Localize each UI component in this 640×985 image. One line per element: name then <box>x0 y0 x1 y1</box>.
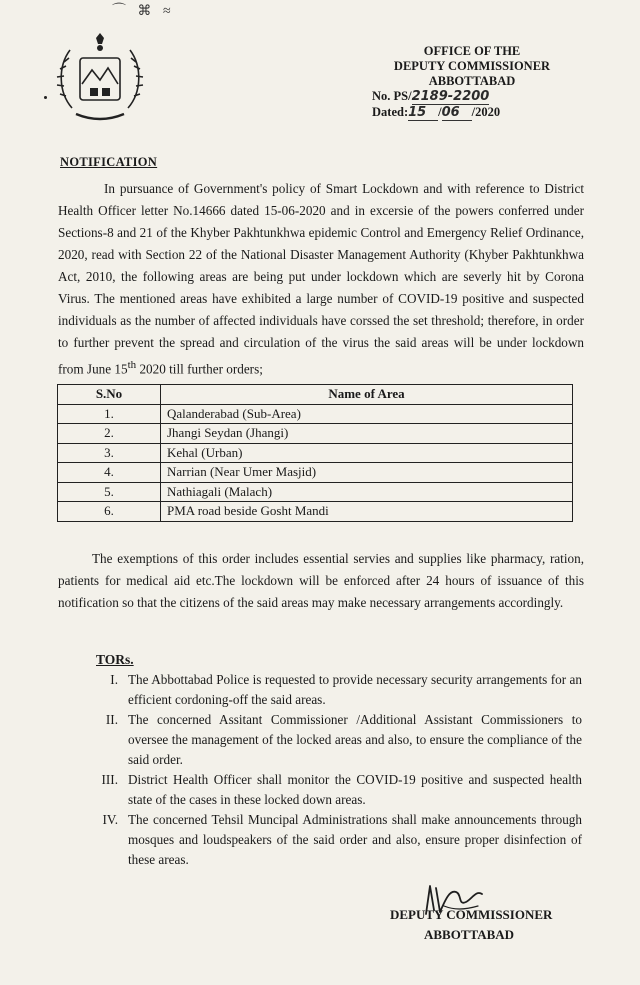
tor-number: IV. <box>102 812 118 827</box>
table-row <box>58 502 573 522</box>
row-sno: 3. <box>58 443 161 463</box>
office-line-3: ABBOTTABAD <box>428 74 516 88</box>
dated-prefix: Dated: <box>372 105 409 119</box>
tor-number: III. <box>101 772 118 787</box>
date-superscript: th <box>127 359 137 371</box>
row-sno: 6. <box>58 502 161 522</box>
tors-list <box>62 670 582 870</box>
ref-prefix: No. PS/ <box>372 89 412 103</box>
ref-number-handwritten: 2189-2200 <box>411 89 490 104</box>
dated-day: 15 <box>408 105 438 121</box>
dated-line <box>372 105 572 121</box>
row-area: Narrian (Near Umer Masjid) <box>161 463 573 483</box>
lockdown-areas-table <box>57 384 573 522</box>
dated-year: /2020 <box>471 105 501 119</box>
reference-number <box>372 89 572 105</box>
dated-month: 06 <box>442 105 472 121</box>
column-header-area: Name of Area <box>161 385 573 405</box>
list-item <box>62 810 582 870</box>
tors-heading: TORs. <box>96 652 134 667</box>
row-area: Nathiagali (Malach) <box>161 482 573 502</box>
table-header-row <box>58 385 573 405</box>
tor-text: The Abbottabad Police is requested to provide necessary security arrangements for an efficient cordoning-off the said areas. <box>128 672 582 707</box>
date-slash: / <box>438 105 442 119</box>
list-item <box>62 770 582 810</box>
exemptions-paragraph <box>58 548 584 614</box>
tor-text: District Health Officer shall monitor the COVID-19 positive and suspected health state of the cases in these locked down areas. <box>128 772 582 807</box>
list-item <box>62 670 582 710</box>
notification-paragraph <box>58 178 584 380</box>
paragraph2-text: The exemptions of this order includes essential servies and supplies like pharmacy, ration, patients for medical aid etc.The lockdown will be enforced after 24 hours of issuance of this notification so that the citizens of the said areas may make necessary arrangements accordingly. <box>58 551 584 610</box>
table-row <box>58 463 573 483</box>
table-row <box>58 404 573 424</box>
list-item <box>62 710 582 770</box>
row-area: PMA road beside Gosht Mandi <box>161 502 573 522</box>
row-area: Kehal (Urban) <box>161 443 573 463</box>
tor-number: I. <box>110 672 118 687</box>
office-header <box>372 44 572 121</box>
tor-number: II. <box>105 712 118 727</box>
paragraph1-end: 2020 till further orders; <box>136 361 263 377</box>
row-sno: 2. <box>58 424 161 444</box>
signatory-location: ABBOTTABAD <box>424 927 515 942</box>
scan-dot <box>44 96 47 99</box>
row-sno: 4. <box>58 463 161 483</box>
top-edge-marks: ⌒ ⌘ ≈ <box>112 4 175 19</box>
tor-text: The concerned Assitant Commissioner /Additional Assistant Commissioners to oversee the management of the locked areas and also, to ensure the compliance of the said order. <box>128 712 582 767</box>
table-row <box>58 424 573 444</box>
tor-text: The concerned Tehsil Muncipal Administrations shall make announcements through mosques and loudspeakers of the said order and also, ensure proper disinfection of these areas. <box>128 812 582 867</box>
signature-block <box>390 905 590 945</box>
row-sno: 1. <box>58 404 161 424</box>
row-area: Jhangi Seydan (Jhangi) <box>161 424 573 444</box>
paragraph1-text: In pursuance of Government's policy of Smart Lockdown and with reference to District Health Officer letter No.14666 dated 15-06-2020 and in excersie of the powers conferred under Sections-8 and 21 of the Khyber Pakhtunkhwa epidemic Control and Emergency Relief Ordinance, 2020, read with Section 22 of the National Disaster Management Authority (Khyber Pakhtunkhwa Act, 2010, the following areas are being put under lockdown which are severly hit by Corona Virus. The mentioned areas have exhibited a large number of COVID-19 positive and suspected individuals as the number of affected individuals have corssed the set threshold; therefore, in order to further prevent the spread and circulation of the virus the said areas will be under lockdown from June 15 <box>58 181 584 377</box>
notification-heading: NOTIFICATION <box>60 155 158 169</box>
row-area: Qalanderabad (Sub-Area) <box>161 404 573 424</box>
office-line-1: OFFICE OF THE <box>423 44 521 58</box>
government-emblem-icon <box>52 30 148 126</box>
column-header-sno: S.No <box>58 385 161 405</box>
table-row <box>58 443 573 463</box>
table-row <box>58 482 573 502</box>
row-sno: 5. <box>58 482 161 502</box>
signatory-title: DEPUTY COMMISSIONER <box>390 907 553 922</box>
office-line-2: DEPUTY COMMISSIONER <box>393 59 551 73</box>
